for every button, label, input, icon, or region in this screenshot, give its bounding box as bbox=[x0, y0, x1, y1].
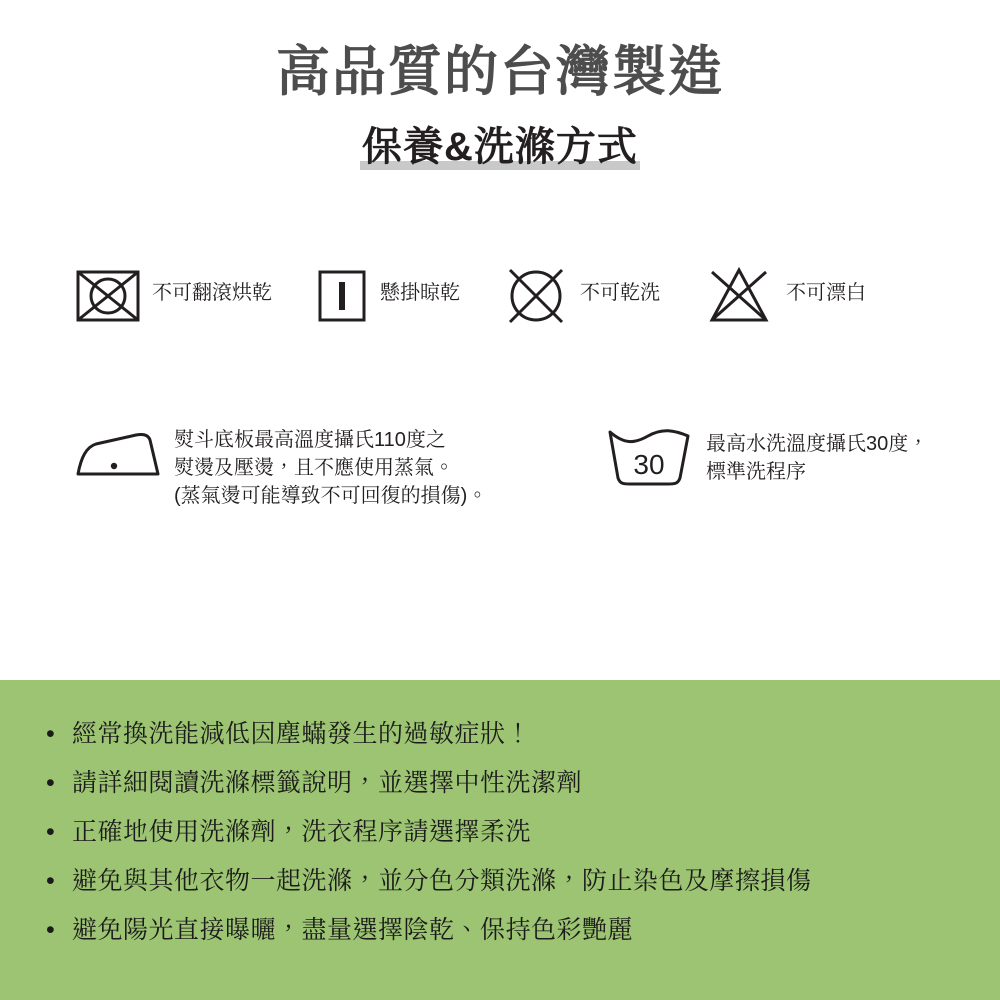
list-item bbox=[46, 865, 954, 897]
page-subtitle-text: 保養&洗滌方式 bbox=[362, 124, 638, 169]
care-label-iron-low-heat bbox=[174, 426, 574, 511]
iron-label-line-2: 熨燙及壓燙，且不應使用蒸氣。 bbox=[174, 457, 454, 480]
bullet-icon: • bbox=[46, 769, 56, 797]
wash-temp-value: 30 bbox=[633, 448, 665, 480]
list-item bbox=[46, 718, 954, 750]
care-label-no-bleach: 不可漂白 bbox=[786, 282, 866, 305]
care-symbols-section bbox=[0, 258, 1000, 511]
list-item bbox=[46, 914, 954, 946]
wash-label-line-2: 標準洗程序 bbox=[706, 461, 806, 484]
wash-label-line-1: 最高水洗溫度攝氏30度， bbox=[706, 432, 929, 455]
wash-30-icon bbox=[604, 422, 694, 490]
tip-text: 正確地使用洗滌劑，洗衣程序請選擇柔洗 bbox=[72, 818, 532, 846]
care-label-line-dry: 懸掛晾乾 bbox=[380, 282, 460, 305]
iron-label-line-1: 熨斗底板最高溫度攝氏110度之 bbox=[174, 428, 446, 451]
care-label-no-tumble-dry: 不可翻滾烘乾 bbox=[152, 282, 272, 305]
care-symbol-row-2 bbox=[72, 422, 928, 511]
page-header bbox=[0, 0, 1000, 172]
tips-panel bbox=[0, 680, 1000, 1000]
care-symbol-row-1 bbox=[72, 258, 928, 330]
page-subtitle-wrap bbox=[0, 115, 1000, 172]
care-item-wash-30 bbox=[604, 422, 1000, 490]
tip-text: 經常換洗能減低因塵蟎發生的過敏症狀！ bbox=[72, 720, 532, 748]
iron-label-line-3: (蒸氣燙可能導致不可回復的損傷)。 bbox=[174, 485, 488, 508]
no-bleach-icon bbox=[700, 258, 778, 330]
care-item-no-bleach bbox=[700, 258, 866, 330]
care-item-iron-low-heat bbox=[72, 422, 574, 511]
line-dry-icon bbox=[312, 258, 372, 330]
care-item-no-tumble-dry bbox=[72, 258, 272, 330]
care-item-no-dry-clean bbox=[500, 258, 660, 330]
bullet-icon: • bbox=[46, 916, 56, 944]
tip-text: 避免與其他衣物一起洗滌，並分色分類洗滌，防止染色及摩擦損傷 bbox=[72, 867, 812, 895]
care-item-line-dry bbox=[312, 258, 460, 330]
page-title: 高品質的台灣製造 bbox=[276, 42, 724, 102]
bullet-icon: • bbox=[46, 867, 56, 895]
iron-low-heat-icon bbox=[72, 422, 164, 488]
page-subtitle bbox=[356, 115, 644, 172]
list-item bbox=[46, 767, 954, 799]
no-dry-clean-icon bbox=[500, 258, 572, 330]
tip-text: 避免陽光直接曝曬，盡量選擇陰乾、保持色彩艷麗 bbox=[72, 916, 634, 944]
bullet-icon: • bbox=[46, 720, 56, 748]
list-item bbox=[46, 816, 954, 848]
care-label-wash-30 bbox=[706, 430, 1000, 487]
no-tumble-dry-icon bbox=[72, 258, 144, 330]
care-label-no-dry-clean: 不可乾洗 bbox=[580, 282, 660, 305]
bullet-icon: • bbox=[46, 818, 56, 846]
tip-text: 請詳細閱讀洗滌標籤說明，並選擇中性洗潔劑 bbox=[72, 769, 583, 797]
